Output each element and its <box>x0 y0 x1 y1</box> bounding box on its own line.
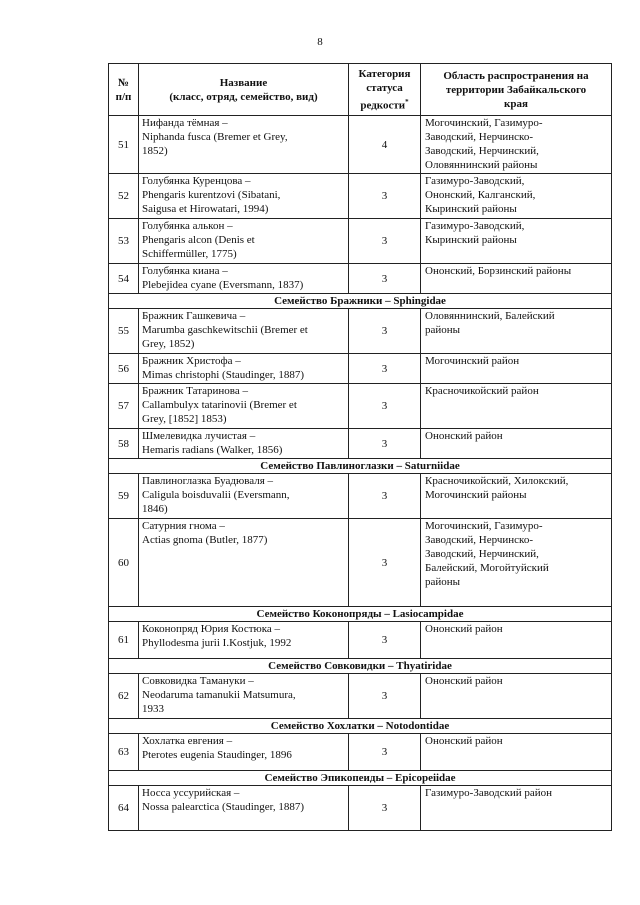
row-number: 54 <box>109 264 139 294</box>
species-row <box>109 309 612 354</box>
species-name-line: Schiffermüller, 1775) <box>142 248 237 260</box>
row-number: 53 <box>109 219 139 264</box>
species-name <box>139 116 349 174</box>
distribution-area <box>421 384 612 429</box>
species-name-line: Phengaris kurentzovi (Sibatani, <box>142 189 281 201</box>
row-number: 57 <box>109 384 139 429</box>
family-row <box>109 659 612 674</box>
header-area-line: территории Забайкальского <box>445 83 587 96</box>
header-number-line: п/п <box>115 90 132 103</box>
distribution-area-line: Газимуро-Заводский, <box>425 175 525 187</box>
distribution-area <box>421 174 612 219</box>
row-number: 62 <box>109 674 139 719</box>
distribution-area <box>421 309 612 354</box>
family-title: Семейство Эпикопеиды – Epicopeiidae <box>109 771 612 786</box>
distribution-area-line: Заводский, Нерчинский, <box>425 145 539 157</box>
table-body <box>109 116 612 831</box>
species-name <box>139 734 349 771</box>
species-name-line: 1852) <box>142 145 168 157</box>
species-row <box>109 264 612 294</box>
distribution-area-line: Заводский, Нерчинско- <box>425 534 533 546</box>
header-number-line: № <box>117 76 130 89</box>
row-number: 64 <box>109 786 139 831</box>
row-number: 61 <box>109 622 139 659</box>
row-number: 51 <box>109 116 139 174</box>
family-title: Семейство Хохлатки – Notodontidae <box>109 719 612 734</box>
species-name-line: Голубянка алькон – <box>142 220 233 232</box>
rarity-category: 3 <box>349 474 421 519</box>
distribution-area-line: Ононский район <box>425 430 503 442</box>
footnote-mark: * <box>405 97 409 106</box>
species-row <box>109 174 612 219</box>
rarity-category: 3 <box>349 384 421 429</box>
species-name <box>139 264 349 294</box>
species-name-line: Совковидка Тамануки – <box>142 675 254 687</box>
header-category <box>349 64 421 116</box>
header-category-line <box>351 95 418 113</box>
species-name <box>139 474 349 519</box>
species-name <box>139 786 349 831</box>
row-number: 60 <box>109 519 139 607</box>
header-name-line: (класс, отряд, семейство, вид) <box>169 90 318 103</box>
species-name-line: Pterotes eugenia Staudinger, 1896 <box>142 749 292 761</box>
header-category-line: статуса <box>366 81 403 94</box>
species-name-line: Голубянка киана – <box>142 265 228 277</box>
rarity-category: 4 <box>349 116 421 174</box>
rarity-category: 3 <box>349 734 421 771</box>
distribution-area-line: Ононский район <box>425 623 503 635</box>
rarity-category: 3 <box>349 429 421 459</box>
distribution-area-line: Ононский, Калганский, <box>425 189 536 201</box>
species-row <box>109 116 612 174</box>
distribution-area-line: Кыринский районы <box>425 203 517 215</box>
distribution-area <box>421 219 612 264</box>
rarity-category: 3 <box>349 622 421 659</box>
distribution-area <box>421 354 612 384</box>
row-number: 52 <box>109 174 139 219</box>
family-row <box>109 719 612 734</box>
distribution-area-line: Могочинский, Газимуро- <box>425 117 543 129</box>
family-row <box>109 607 612 622</box>
distribution-area <box>421 264 612 294</box>
header-name <box>139 64 349 116</box>
species-name <box>139 674 349 719</box>
distribution-area-line: Заводский, Нерчинско- <box>425 131 533 143</box>
species-name <box>139 354 349 384</box>
family-title: Семейство Бражники – Sphingidae <box>109 294 612 309</box>
species-name-line: Nossa palearctica (Staudinger, 1887) <box>142 801 305 813</box>
distribution-area <box>421 734 612 771</box>
species-name-line: Caligula boisduvalii (Eversmann, <box>142 489 290 501</box>
distribution-area <box>421 474 612 519</box>
rarity-category: 3 <box>349 354 421 384</box>
species-name-line: Носса уссурийская – <box>142 787 240 799</box>
header-area-line: края <box>504 97 528 110</box>
rarity-category: 3 <box>349 219 421 264</box>
rarity-category: 3 <box>349 786 421 831</box>
rarity-category: 3 <box>349 264 421 294</box>
row-number: 59 <box>109 474 139 519</box>
species-name <box>139 309 349 354</box>
header-category-line: Категория <box>358 67 411 80</box>
species-name-line: Нифанда тёмная – <box>142 117 228 129</box>
family-row <box>109 294 612 309</box>
distribution-area-line: Заводский, Нерчинский, <box>425 548 539 560</box>
distribution-area-line: Газимуро-Заводский, <box>425 220 525 232</box>
species-row <box>109 384 612 429</box>
red-book-table <box>108 63 612 831</box>
header-category-text: редкости <box>360 99 406 112</box>
row-number: 56 <box>109 354 139 384</box>
species-name-line: Голубянка Куренцова – <box>142 175 251 187</box>
species-name-line: Saigusa et Hirowatari, 1994) <box>142 203 269 215</box>
header-number <box>109 64 139 116</box>
species-name-line: Хохлатка евгения – <box>142 735 233 747</box>
distribution-area-line: районы <box>425 324 461 336</box>
distribution-area-line: Могочинский, Газимуро- <box>425 520 543 532</box>
species-name <box>139 384 349 429</box>
species-name-line: Бражник Христофа – <box>142 355 241 367</box>
species-row <box>109 519 612 607</box>
species-name-line: 1846) <box>142 503 168 515</box>
rarity-category: 3 <box>349 519 421 607</box>
distribution-area <box>421 674 612 719</box>
family-title: Семейство Совковидки – Thyatiridae <box>109 659 612 674</box>
distribution-area-line: районы <box>425 576 461 588</box>
distribution-area-line: Могочинский район <box>425 355 520 367</box>
species-name-line: Marumba gaschkewitschii (Bremer et <box>142 324 308 336</box>
rarity-category: 3 <box>349 309 421 354</box>
distribution-area-line: Кыринский районы <box>425 234 517 246</box>
row-number: 58 <box>109 429 139 459</box>
species-name-line: Бражник Гашкевича – <box>142 310 246 322</box>
species-name-line: Actias gnoma (Butler, 1877) <box>142 534 268 546</box>
distribution-area-line: Ононский, Борзинский районы <box>425 265 572 277</box>
species-name-line: Коконопряд Юрия Костюка – <box>142 623 281 635</box>
species-name-line: Шмелевидка лучистая – <box>142 430 256 442</box>
family-title: Семейство Коконопряды – Lasiocampidae <box>109 607 612 622</box>
distribution-area <box>421 519 612 607</box>
species-name <box>139 174 349 219</box>
species-row <box>109 219 612 264</box>
species-name-line: Grey, [1852] 1853) <box>142 413 227 425</box>
species-name-line: Сатурния гнома – <box>142 520 225 532</box>
header-name-line: Название <box>219 76 268 89</box>
distribution-area-line: Оловяннинский, Балейский <box>425 310 555 322</box>
distribution-area <box>421 622 612 659</box>
species-name <box>139 519 349 607</box>
species-name-line: 1933 <box>142 703 164 715</box>
species-name <box>139 622 349 659</box>
family-title: Семейство Павлиноглазки – Saturniidae <box>109 459 612 474</box>
distribution-area-line: Балейский, Могойтуйский <box>425 562 549 574</box>
header-area-line: Область распространения на <box>443 69 589 82</box>
distribution-area-line: Оловяннинский районы <box>425 159 538 171</box>
species-name <box>139 219 349 264</box>
table-header-row <box>109 64 612 116</box>
family-row <box>109 771 612 786</box>
species-name-line: Grey, 1852) <box>142 338 195 350</box>
distribution-area-line: Газимуро-Заводский район <box>425 787 553 799</box>
header-area <box>421 64 612 116</box>
species-name-line: Phengaris alcon (Denis et <box>142 234 255 246</box>
distribution-area-line: Красночикойский, Хилокский, <box>425 475 569 487</box>
distribution-area-line: Ононский район <box>425 735 503 747</box>
distribution-area <box>421 116 612 174</box>
distribution-area <box>421 786 612 831</box>
species-row <box>109 786 612 831</box>
species-name-line: Hemaris radians (Walker, 1856) <box>142 444 283 456</box>
species-row <box>109 622 612 659</box>
rarity-category: 3 <box>349 674 421 719</box>
species-name-line: Mimas christophi (Staudinger, 1887) <box>142 369 305 381</box>
species-name-line: Phyllodesma jurii I.Kostjuk, 1992 <box>142 637 292 649</box>
species-name-line: Callambulyx tatarinovii (Bremer et <box>142 399 297 411</box>
species-row <box>109 734 612 771</box>
distribution-area <box>421 429 612 459</box>
family-row <box>109 459 612 474</box>
row-number: 55 <box>109 309 139 354</box>
species-name-line: Niphanda fusca (Bremer et Grey, <box>142 131 288 143</box>
species-name-line: Бражник Татаринова – <box>142 385 248 397</box>
species-row <box>109 354 612 384</box>
rarity-category: 3 <box>349 174 421 219</box>
species-row <box>109 429 612 459</box>
page-number: 8 <box>317 36 323 48</box>
species-row <box>109 474 612 519</box>
distribution-area-line: Красночикойский район <box>425 385 539 397</box>
row-number: 63 <box>109 734 139 771</box>
species-name-line: Plebejidea cyane (Eversmann, 1837) <box>142 279 304 291</box>
species-name-line: Neodaruma tamanukii Matsumura, <box>142 689 296 701</box>
distribution-area-line: Могочинский районы <box>425 489 527 501</box>
species-row <box>109 674 612 719</box>
species-name-line: Павлиноглазка Буадюваля – <box>142 475 274 487</box>
distribution-area-line: Ононский район <box>425 675 503 687</box>
species-name <box>139 429 349 459</box>
